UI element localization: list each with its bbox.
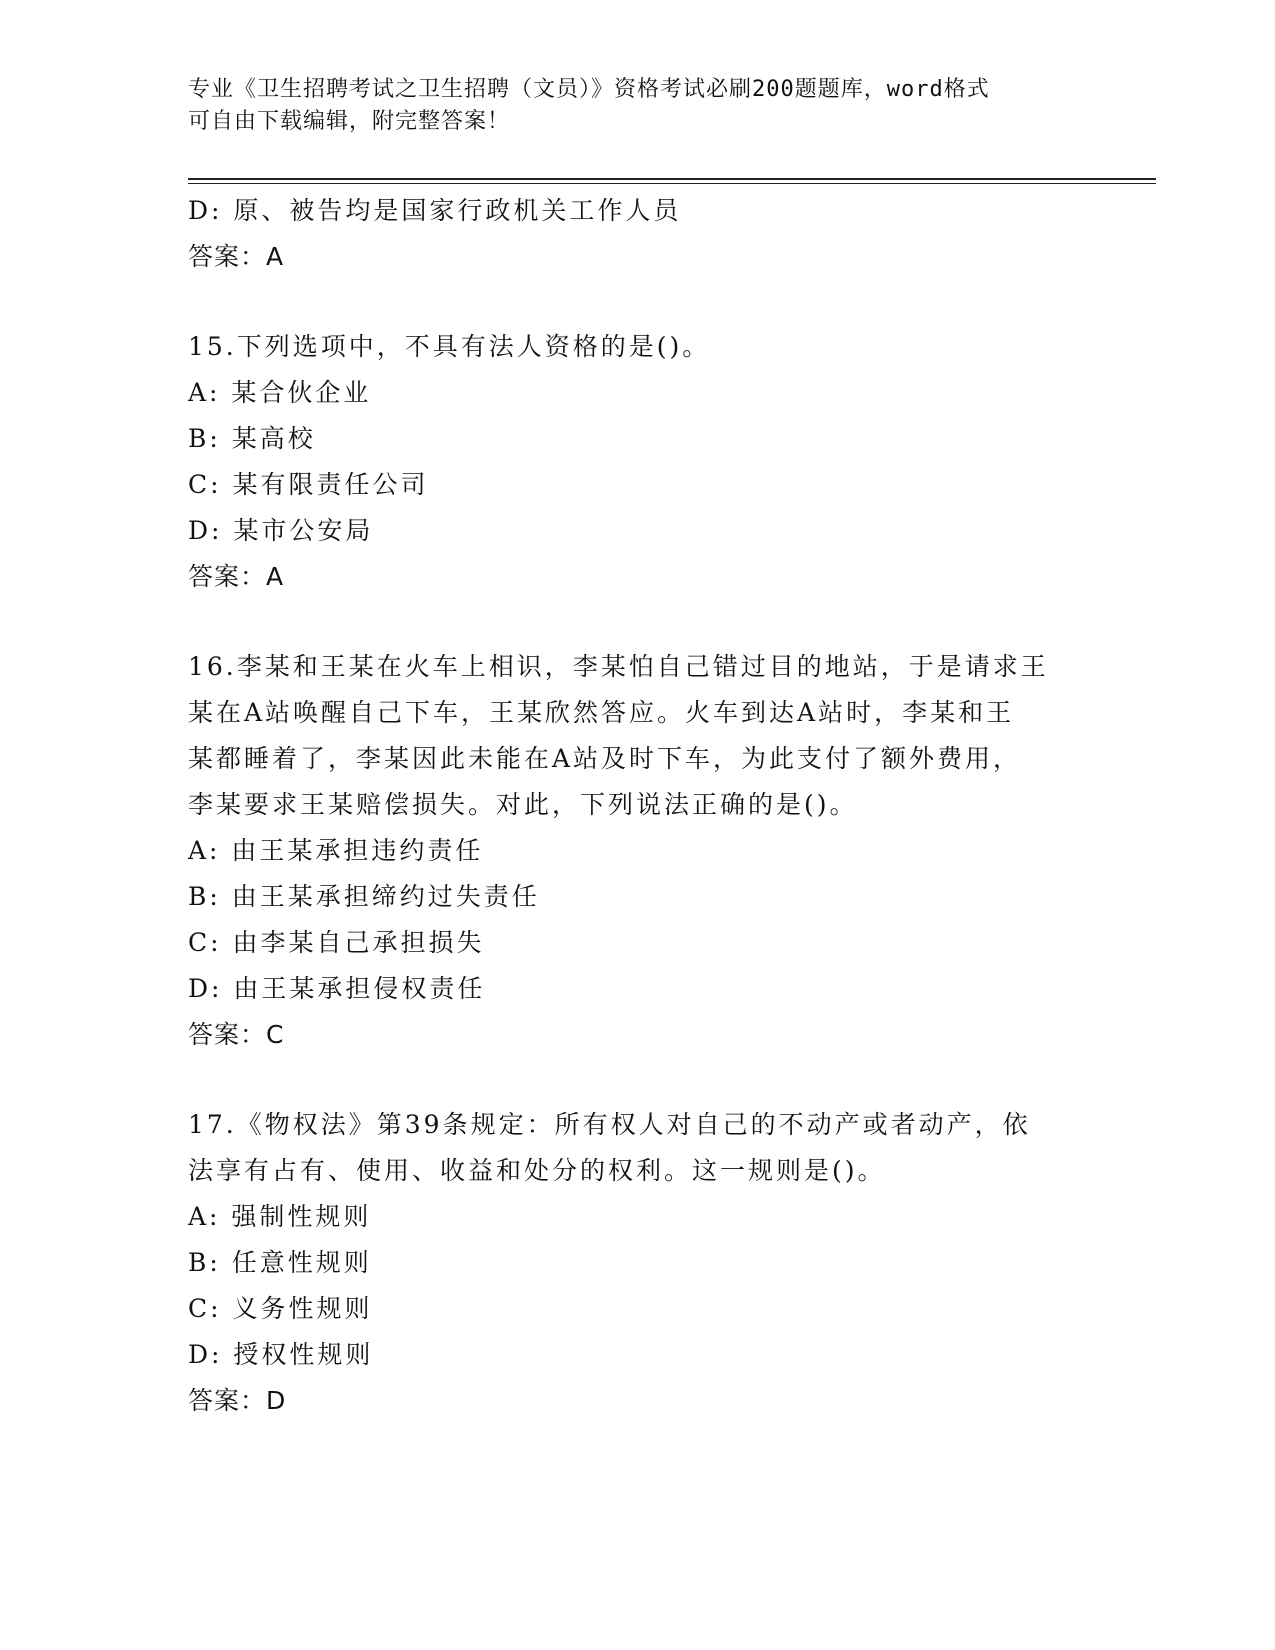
option-d: D: 原、被告均是国家行政机关工作人员 (188, 196, 682, 225)
option-c: C: 义务性规则 (188, 1294, 373, 1323)
question-16 (188, 644, 1088, 1058)
answer-line: 答案：C (188, 1020, 285, 1049)
document-header (188, 74, 1068, 138)
answer-line: 答案：A (188, 562, 285, 591)
continued-question (188, 188, 1088, 280)
answer-line: 答案：D (188, 1386, 287, 1415)
option-b: B: 某高校 (188, 424, 316, 453)
option-d: D: 由王某承担侵权责任 (188, 974, 486, 1003)
header-divider-thick (188, 178, 1156, 180)
stem-line: 某都睡着了，李某因此未能在A站及时下车，为此支付了额外费用， (188, 744, 1022, 773)
option-c: C: 某有限责任公司 (188, 470, 429, 499)
question-stem (188, 324, 1088, 370)
option-c: C: 由李某自己承担损失 (188, 928, 485, 957)
header-line-2: 可自由下载编辑，附完整答案！ (188, 109, 511, 134)
stem-line: 法享有占有、使用、收益和处分的权利。这一规则是()。 (188, 1156, 886, 1185)
stem-line: 某在A站唤醒自己下车，王某欣然答应。火车到达A站时，李某和王 (188, 698, 1015, 727)
question-stem (188, 644, 1088, 828)
answer-line: 答案：A (188, 242, 285, 271)
header-line-1: 专业《卫生招聘考试之卫生招聘（文员）》资格考试必刷200题题库，word格式 (188, 77, 990, 102)
option-a: A: 某合伙企业 (188, 378, 372, 407)
question-15 (188, 324, 1088, 600)
option-a: A: 由王某承担违约责任 (188, 836, 484, 865)
option-d: D: 某市公安局 (188, 516, 374, 545)
stem-line: 李某要求王某赔偿损失。对此，下列说法正确的是()。 (188, 790, 858, 819)
question-17 (188, 1102, 1088, 1424)
stem-line: 15.下列选项中，不具有法人资格的是()。 (188, 332, 711, 361)
question-stem (188, 1102, 1088, 1194)
option-b: B: 由王某承担缔约过失责任 (188, 882, 540, 911)
stem-line: 17.《物权法》第39条规定：所有权人对自己的不动产或者动产，依 (188, 1110, 1031, 1139)
option-b: B: 任意性规则 (188, 1248, 372, 1277)
question-list (188, 188, 1088, 1424)
stem-line: 16.李某和王某在火车上相识，李某怕自己错过目的地站，于是请求王 (188, 652, 1049, 681)
option-d: D: 授权性规则 (188, 1340, 374, 1369)
header-divider-thin (188, 183, 1156, 184)
option-a: A: 强制性规则 (188, 1202, 372, 1231)
